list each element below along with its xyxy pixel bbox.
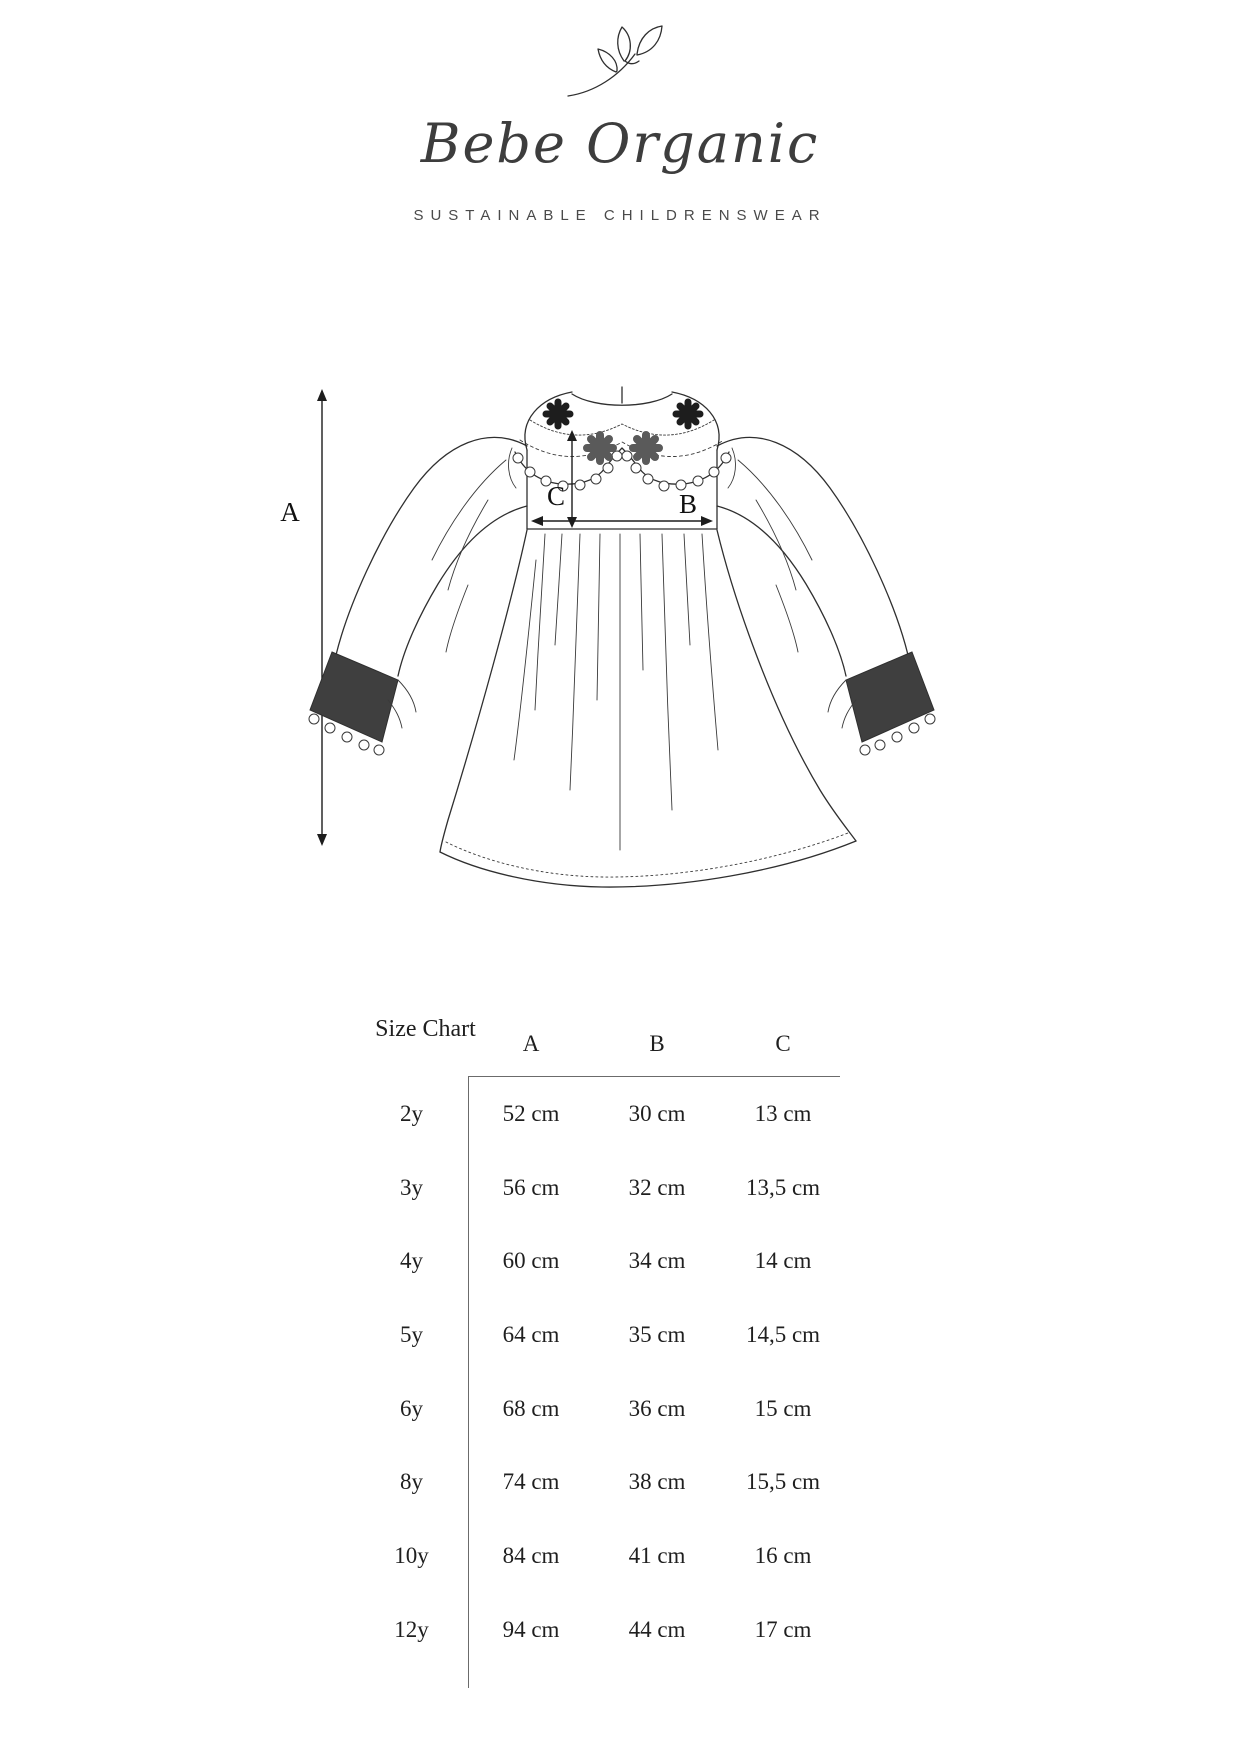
lace-collar xyxy=(513,387,731,491)
label-b: B xyxy=(678,489,698,519)
size-cell: 5y xyxy=(400,1321,423,1347)
left-sleeve xyxy=(336,437,527,676)
table-row xyxy=(355,1224,846,1298)
size-chart-title: Size Chart xyxy=(375,1016,476,1042)
value-a-cell: 68 cm xyxy=(502,1395,560,1421)
size-cell: 4y xyxy=(400,1248,423,1274)
table-row xyxy=(355,1519,846,1593)
collar-flower-icon xyxy=(676,402,700,426)
table-row xyxy=(355,1077,846,1151)
value-b-cell: 32 cm xyxy=(628,1174,686,1200)
label-a: A xyxy=(280,497,300,527)
column-header-b: B xyxy=(649,1031,665,1056)
value-a-cell: 56 cm xyxy=(502,1174,560,1200)
leaf-branch-icon xyxy=(563,24,673,104)
size-cell: 2y xyxy=(400,1100,423,1126)
column-header-a: A xyxy=(522,1031,540,1056)
size-cell: 12y xyxy=(394,1616,429,1642)
value-b-cell: 30 cm xyxy=(628,1100,686,1126)
size-cell: 8y xyxy=(400,1469,423,1495)
value-b-cell: 44 cm xyxy=(628,1616,686,1642)
value-a-cell: 94 cm xyxy=(502,1616,560,1642)
measurement-c-arrow xyxy=(567,430,577,528)
value-b-cell: 36 cm xyxy=(628,1395,686,1421)
value-a-cell: 84 cm xyxy=(502,1542,560,1568)
dress-technical-sketch xyxy=(270,370,960,900)
brand-tagline: SUSTAINABLE CHILDRENSWEAR xyxy=(413,207,827,224)
value-b-cell: 41 cm xyxy=(628,1542,686,1568)
value-c-cell: 17 cm xyxy=(754,1616,812,1642)
skirt xyxy=(440,530,856,887)
value-c-cell: 13 cm xyxy=(754,1100,812,1126)
right-sleeve xyxy=(717,437,908,676)
size-cell: 6y xyxy=(400,1395,423,1421)
table-row xyxy=(355,1593,846,1667)
size-chart-rows xyxy=(355,1077,846,1667)
collar-flower-icon xyxy=(633,435,659,461)
size-cell: 10y xyxy=(394,1542,429,1568)
label-c: C xyxy=(546,481,566,511)
value-a-cell: 60 cm xyxy=(502,1248,560,1274)
value-a-cell: 74 cm xyxy=(502,1469,560,1495)
collar-flower-icon xyxy=(546,402,570,426)
value-b-cell: 35 cm xyxy=(628,1321,686,1347)
value-c-cell: 15,5 cm xyxy=(745,1469,821,1495)
value-b-cell: 38 cm xyxy=(628,1469,686,1495)
value-a-cell: 64 cm xyxy=(502,1321,560,1347)
value-c-cell: 15 cm xyxy=(754,1395,812,1421)
table-row xyxy=(355,1298,846,1372)
brand-name: Bebe Organic xyxy=(420,112,820,175)
measurement-a-arrow xyxy=(317,389,327,846)
value-c-cell: 14,5 cm xyxy=(745,1321,821,1347)
table-row xyxy=(355,1372,846,1446)
value-b-cell: 34 cm xyxy=(628,1248,686,1274)
value-c-cell: 14 cm xyxy=(754,1248,812,1274)
value-c-cell: 13,5 cm xyxy=(745,1174,821,1200)
table-row xyxy=(355,1445,846,1519)
size-cell: 3y xyxy=(400,1174,423,1200)
value-a-cell: 52 cm xyxy=(502,1100,560,1126)
column-header-c: C xyxy=(775,1031,791,1056)
value-c-cell: 16 cm xyxy=(754,1542,812,1568)
collar-flower-icon xyxy=(587,435,613,461)
table-row xyxy=(355,1151,846,1225)
